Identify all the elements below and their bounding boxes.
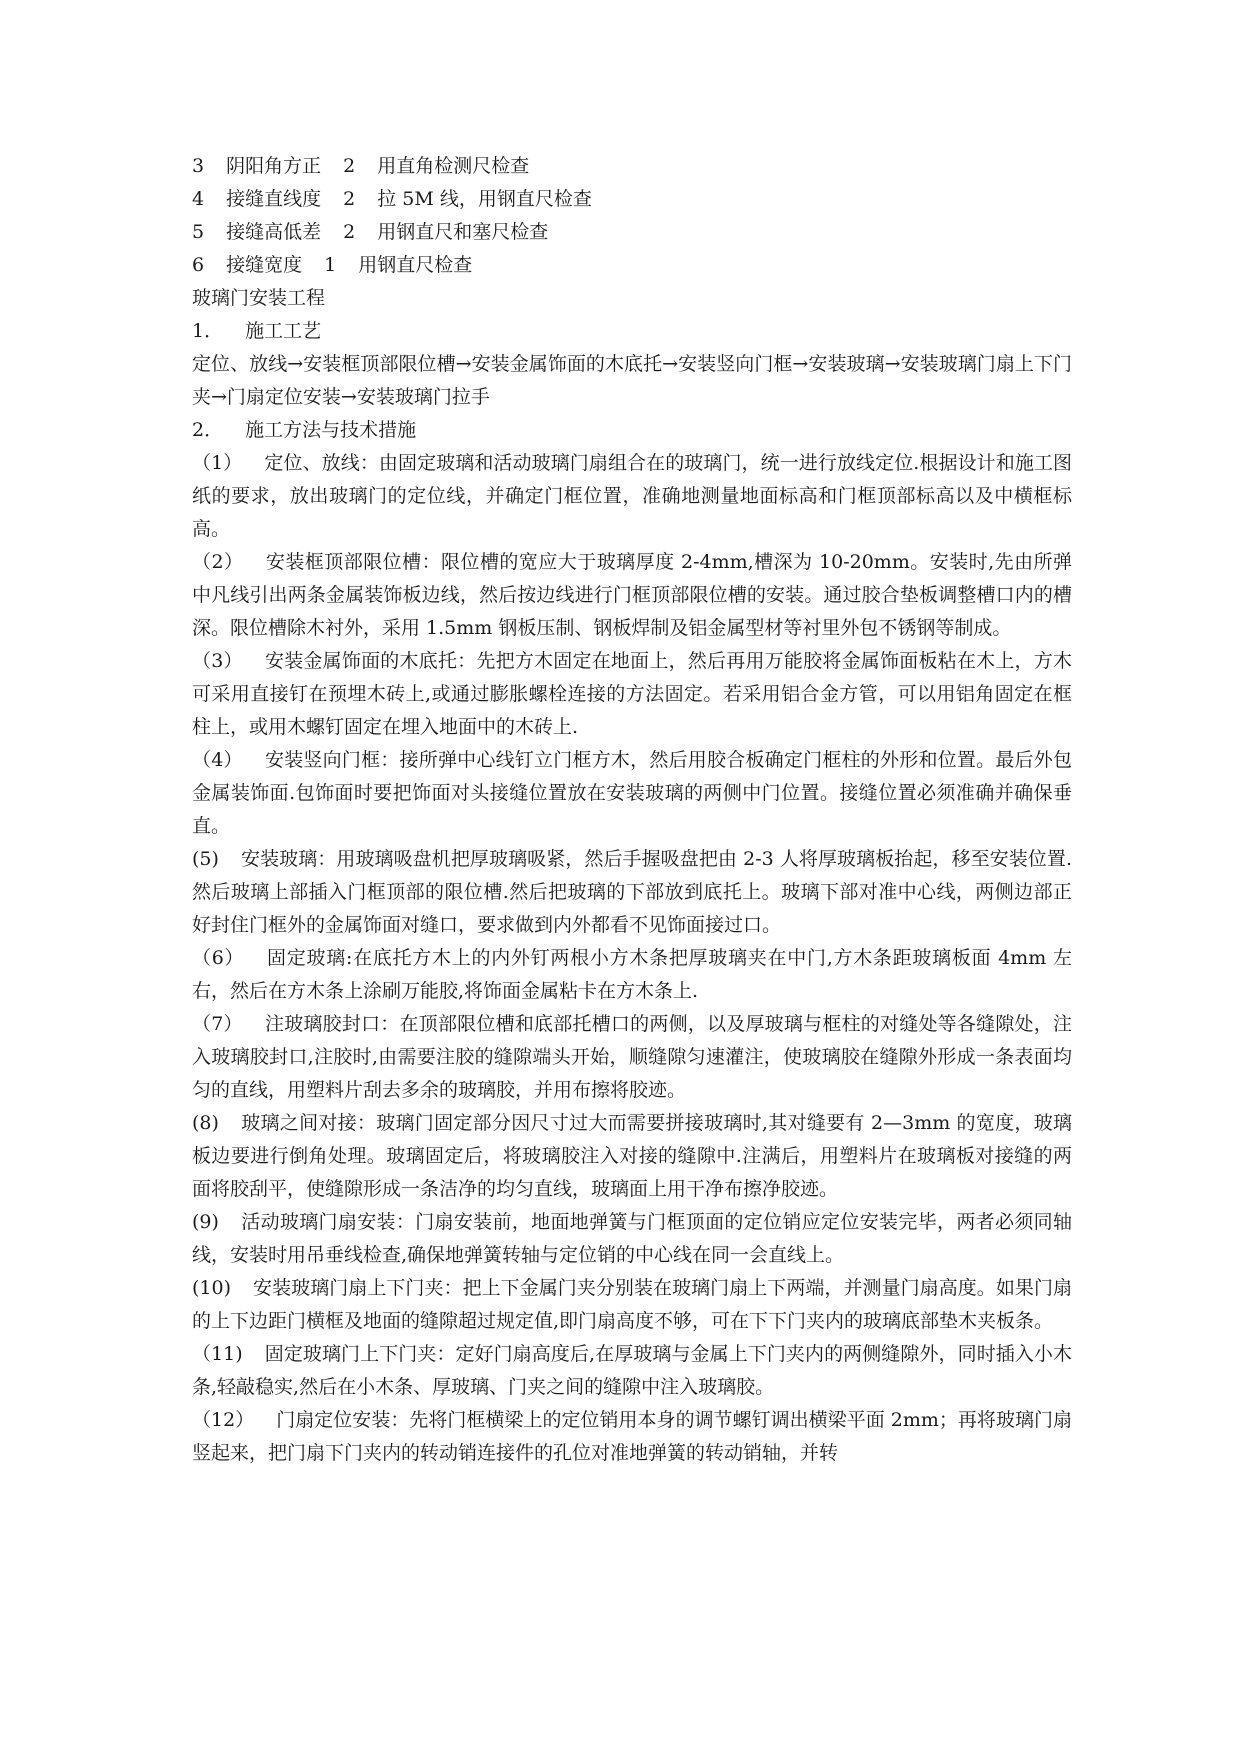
step-paragraph [192, 1206, 1072, 1272]
row-value: 2 [343, 221, 356, 243]
process-flow: 定位、放线→安装框顶部限位槽→安装金属饰面的木底托→安装竖向门框→安装玻璃→安装玻璃门扇上下门夹→门扇定位安装→安装玻璃门拉手 [192, 353, 1072, 408]
step-paragraph [192, 1404, 1072, 1470]
step-paragraph [192, 843, 1072, 942]
step-number: （2） [192, 551, 244, 573]
step-number: （1） [192, 452, 243, 474]
table-row [192, 150, 1072, 183]
document-page [192, 150, 1072, 1470]
step-number: (8) [192, 1112, 219, 1134]
step-paragraph [192, 546, 1072, 645]
row-item: 阴阳角方正 [226, 155, 322, 177]
section-title: 玻璃门安装工程 [192, 287, 326, 309]
step-number: (9) [192, 1211, 219, 1233]
step-number: （3） [192, 650, 243, 672]
table-row [192, 249, 1072, 282]
step-number: （7） [192, 1013, 243, 1035]
row-item: 接缝宽度 [226, 254, 303, 276]
step-text: 固定玻璃门上下门夹：定好门扇高度后,在厚玻璃与金属上下门夹内的两侧缝隙外，同时插入小木条,轻敲稳实,然后在小木条、厚玻璃、门夹之间的缝隙中注入玻璃胶。 [192, 1343, 1072, 1398]
step-number: (10) [192, 1277, 232, 1299]
step-paragraph [192, 447, 1072, 546]
row-method: 用直角检测尺检查 [377, 155, 530, 177]
step-number: （11) [192, 1343, 243, 1365]
step-number: （6） [192, 947, 245, 969]
step-text: 定位、放线：由固定玻璃和活动玻璃门扇组合在的玻璃门，统一进行放线定位.根据设计和施工图纸的要求，放出玻璃门的定位线，并确定门框位置，准确地测量地面标高和门框顶部标高以及中横框标高。 [192, 452, 1072, 540]
subsection-heading [192, 315, 1072, 348]
step-text: 安装框顶部限位槽：限位槽的宽应大于玻璃厚度 2-4mm,槽深为 10-20mm。安装时,先由所弹中凡线引出两条金属装饰板边线，然后按边线进行门框顶部限位槽的安装。通过胶合垫板调整槽口内的槽深。限位槽除木衬外，采用 1.5mm 钢板压制、钢板焊制及铝金属型材等衬里外包不锈钢等制成。 [192, 551, 1072, 639]
step-text: 玻璃之间对接：玻璃门固定部分因尺寸过大而需要拼接玻璃时,其对缝要有 2—3mm 的宽度，玻璃板边要进行倒角处理。玻璃固定后，将玻璃胶注入对接的缝隙中.注满后，用塑料片在玻璃板对接缝的两面将胶刮平，使缝隙形成一条洁净的均匀直线，玻璃面上用干净布擦净胶迹。 [192, 1112, 1072, 1200]
step-text: 门扇定位安装：先将门框横梁上的定位销用本身的调节螺钉调出横梁平面 2mm；再将玻璃门扇竖起来，把门扇下门夹内的转动销连接件的孔位对准地弹簧的转动销轴，并转 [192, 1409, 1072, 1464]
row-number: 6 [192, 254, 205, 276]
step-paragraph [192, 1008, 1072, 1107]
step-paragraph [192, 1107, 1072, 1206]
step-paragraph [192, 645, 1072, 744]
step-paragraph [192, 1272, 1072, 1338]
row-number: 4 [192, 188, 205, 210]
step-text: 注玻璃胶封口：在顶部限位槽和底部托槽口的两侧，以及厚玻璃与框柱的对缝处等各缝隙处，注入玻璃胶封口,注胶时,由需要注胶的缝隙端头开始，顺缝隙匀速灌注，使玻璃胶在缝隙外形成一条表面均匀的直线，用塑料片刮去多余的玻璃胶，并用布擦将胶迹。 [192, 1013, 1072, 1101]
row-method: 用钢直尺检查 [358, 254, 473, 276]
subsection-number: 1． [192, 320, 224, 342]
step-number: （12） [192, 1409, 255, 1431]
row-value: 2 [343, 188, 356, 210]
subsection-heading [192, 414, 1072, 447]
step-text: 安装玻璃门扇上下门夹：把上下金属门夹分别装在玻璃门扇上下两端，并测量门扇高度。如果门扇的上下边距门横框及地面的缝隙超过规定值,即门扇高度不够，可在下下门夹内的玻璃底部垫木夹板条。 [192, 1277, 1072, 1332]
step-number: (5) [192, 848, 219, 870]
row-value: 2 [343, 155, 356, 177]
table-row [192, 183, 1072, 216]
step-text: 安装竖向门框：接所弹中心线钉立门框方木，然后用胶合板确定门框柱的外形和位置。最后外包金属装饰面.包饰面时要把饰面对头接缝位置放在安装玻璃的两侧中门位置。接缝位置必须准确并确保垂直。 [192, 749, 1072, 837]
step-paragraph [192, 744, 1072, 843]
step-paragraph [192, 1338, 1072, 1404]
row-value: 1 [324, 254, 337, 276]
table-row [192, 216, 1072, 249]
subsection-title: 施工工艺 [245, 320, 322, 342]
step-text: 活动玻璃门扇安装：门扇安装前，地面地弹簧与门框顶面的定位销应定位安装完毕，两者必须同轴线，安装时用吊垂线检查,确保地弹簧转轴与定位销的中心线在同一会直线上。 [192, 1211, 1072, 1266]
row-number: 3 [192, 155, 205, 177]
row-item: 接缝高低差 [226, 221, 322, 243]
subsection-title: 施工方法与技术措施 [245, 419, 417, 441]
step-paragraph [192, 942, 1072, 1008]
row-method: 拉 5M 线，用钢直尺检查 [377, 188, 592, 210]
step-text: 固定玻璃:在底托方木上的内外钉两根小方木条把厚玻璃夹在中门,方木条距玻璃板面 4mm 左右，然后在方木条上涂刷万能胶,将饰面金属粘卡在方木条上. [192, 947, 1072, 1002]
row-number: 5 [192, 221, 205, 243]
step-number: （4） [192, 749, 243, 771]
step-text: 安装玻璃：用玻璃吸盘机把厚玻璃吸紧，然后手握吸盘把由 2-3 人将厚玻璃板抬起，移至安装位置.然后玻璃上部插入门框顶部的限位槽.然后把玻璃的下部放到底托上。玻璃下部对准中心线，两侧边部正好封住门框外的金属饰面对缝口，要求做到内外都看不见饰面接过口。 [192, 848, 1072, 936]
step-text: 安装金属饰面的木底托：先把方木固定在地面上，然后再用万能胶将金属饰面板粘在木上，方木可采用直接钉在预埋木砖上,或通过膨胀螺栓连接的方法固定。若采用铝合金方管，可以用铝角固定在框柱上，或用木螺钉固定在埋入地面中的木砖上. [192, 650, 1072, 738]
row-method: 用钢直尺和塞尺检查 [377, 221, 549, 243]
subsection-number: 2． [192, 419, 224, 441]
row-item: 接缝直线度 [226, 188, 322, 210]
